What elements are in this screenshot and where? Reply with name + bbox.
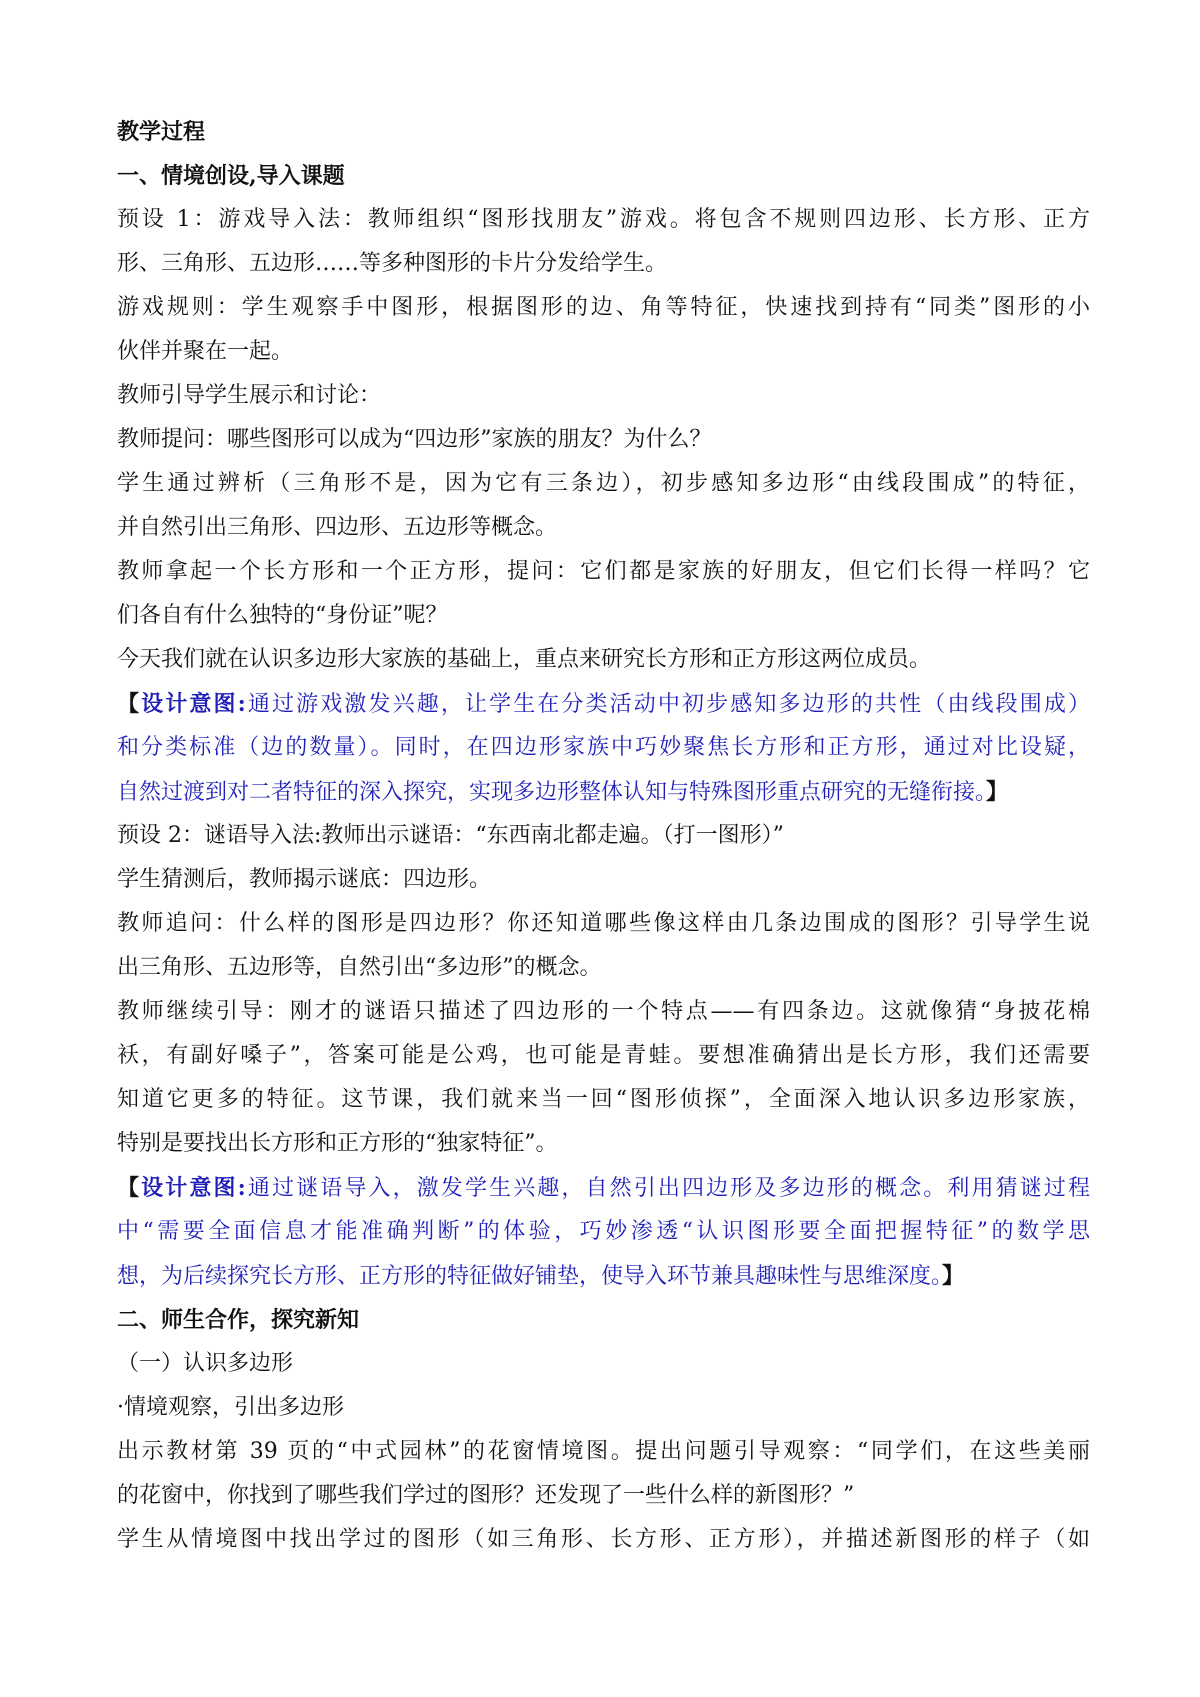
design-intent-1-line <box>117 682 1090 726</box>
paragraph-line: 教师拿起一个长方形和一个正方形，提问：它们都是家族的好朋友，但它们长得一样吗？它 <box>117 559 1090 584</box>
intent-close-bracket: 】 <box>986 779 1009 805</box>
paragraph-line: 的花窗中，你找到了哪些我们学过的图形？还发现了一些什么样的新图形？” <box>117 1483 855 1508</box>
paragraph-line: 伙伴并聚在一起。 <box>117 339 294 364</box>
paragraph-line: 今天我们就在认识多边形大家族的基础上，重点来研究长方形和正方形这两位成员。 <box>117 647 932 672</box>
document-page <box>117 110 1090 1562</box>
paragraph-line: 袄，有副好嗓子”，答案可能是公鸡，也可能是青蛙。要想准确猜出是长方形，我们还需要 <box>117 1043 1090 1068</box>
paragraph-line: 教师提问：哪些图形可以成为“四边形”家族的朋友？为什么？ <box>117 427 712 452</box>
section-heading-1: 一、情境创设,导入课题 <box>117 163 345 189</box>
section-heading-2: 二、师生合作，探究新知 <box>117 1307 360 1333</box>
bullet-heading: ·情境观察，引出多边形 <box>117 1395 344 1420</box>
intent-text: 想，为后续探究长方形、正方形的特征做好铺垫，使导入环节兼具趣味性与思维深度。 <box>117 1264 943 1289</box>
intent-label: 设计意图: <box>141 1175 246 1201</box>
paragraph-line: 教师引导学生展示和讨论： <box>117 383 382 408</box>
design-intent-2-line <box>117 1166 1090 1210</box>
intent-text: 通过游戏激发兴趣，让学生在分类活动中初步感知多边形的共性（由线段围成） <box>245 692 1090 717</box>
paragraph-line: 出三角形、五边形等，自然引出“多边形”的概念。 <box>117 955 602 980</box>
paragraph-line: 教师继续引导：刚才的谜语只描述了四边形的一个特点——有四条边。这就像猜“身披花棉 <box>117 999 1090 1024</box>
paragraph-line: 教师追问：什么样的图形是四边形？你还知道哪些像这样由几条边围成的图形？引导学生说 <box>117 911 1090 936</box>
design-intent-2-line <box>117 1254 1090 1298</box>
paragraph-line: 形、三角形、五边形……等多种图形的卡片分发给学生。 <box>117 251 668 276</box>
paragraph-line: 预设 2：谜语导入法:教师出示谜语：“东西南北都走遍。（打一图形）” <box>117 823 784 848</box>
paragraph-line: 预设 1：游戏导入法：教师组织“图形找朋友”游戏。将包含不规则四边形、长方形、正方 <box>117 207 1090 232</box>
paragraph-line: 学生猜测后，教师揭示谜底：四边形。 <box>117 867 492 892</box>
paragraph-line: 学生通过辨析（三角形不是，因为它有三条边），初步感知多边形“由线段围成”的特征， <box>117 471 1090 496</box>
intent-text: 通过谜语导入，激发学生兴趣，自然引出四边形及多边形的概念。利用猜谜过程 <box>245 1176 1090 1201</box>
design-intent-1-line <box>117 770 1090 814</box>
paragraph-line: 并自然引出三角形、四边形、五边形等概念。 <box>117 515 558 540</box>
paragraph-line: 学生从情境图中找出学过的图形（如三角形、长方形、正方形），并描述新图形的样子（如 <box>117 1527 1090 1552</box>
design-intent-1-line: 和分类标准（边的数量）。同时，在四边形家族中巧妙聚焦长方形和正方形，通过对比设疑， <box>117 735 1090 760</box>
subsection-heading: （一）认识多边形 <box>117 1351 294 1376</box>
intent-open-bracket: 【 <box>117 1175 142 1201</box>
paragraph-line: 特别是要找出长方形和正方形的“独家特征”。 <box>117 1131 558 1156</box>
paragraph-line: 游戏规则：学生观察手中图形，根据图形的边、角等特征，快速找到持有“同类”图形的小 <box>117 295 1090 320</box>
intent-text: 自然过渡到对二者特征的深入探究，实现多边形整体认知与特殊图形重点研究的无缝衔接。 <box>117 780 987 805</box>
paragraph-line: 们各自有什么独特的“身份证”呢？ <box>117 603 448 628</box>
intent-open-bracket: 【 <box>117 691 142 717</box>
intent-label: 设计意图: <box>141 691 246 717</box>
document-title: 教学过程 <box>117 119 206 145</box>
paragraph-line: 出示教材第 39 页的“中式园林”的花窗情境图。提出问题引导观察：“同学们，在这些美丽 <box>117 1439 1090 1464</box>
design-intent-2-line: 中“需要全面信息才能准确判断”的体验，巧妙渗透“认识图形要全面把握特征”的数学思 <box>117 1219 1090 1244</box>
paragraph-line: 知道它更多的特征。这节课，我们就来当一回“图形侦探”，全面深入地认识多边形家族， <box>117 1087 1090 1112</box>
intent-close-bracket: 】 <box>942 1263 965 1289</box>
